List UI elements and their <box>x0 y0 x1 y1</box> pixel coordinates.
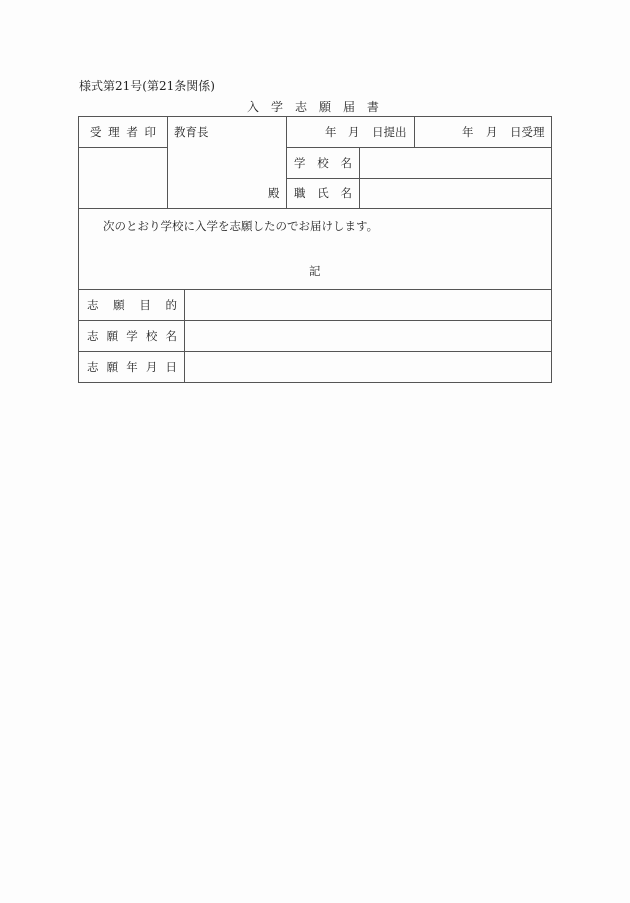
record-mark: 記 <box>309 264 321 278</box>
school-name-label: 学 校 名 <box>294 156 352 170</box>
submitted-date-field[interactable] <box>287 117 414 147</box>
official-name-field[interactable] <box>366 186 546 202</box>
title-char: 書 <box>366 100 379 114</box>
divider <box>78 289 552 290</box>
receiver-seal-box[interactable] <box>79 148 167 208</box>
title-char: 願 <box>318 100 331 114</box>
divider <box>167 116 168 209</box>
application-date-label: 志 願 年 月 日 <box>87 360 177 374</box>
day-submitted-label: 日提出 <box>372 125 407 139</box>
title-char: 学 <box>270 100 283 114</box>
application-date-field[interactable] <box>192 360 546 376</box>
table-border-right <box>551 116 552 383</box>
year-label: 年 <box>462 125 474 139</box>
honorific-label: 殿 <box>268 186 280 200</box>
official-name-label: 職 氏 名 <box>294 186 352 200</box>
month-label: 月 <box>348 125 360 139</box>
month-label: 月 <box>486 125 498 139</box>
addressee-label: 教育長 <box>174 125 209 139</box>
document-title <box>247 100 379 114</box>
purpose-label: 志 願 目 的 <box>87 298 177 312</box>
divider <box>78 208 552 209</box>
divider <box>78 351 552 352</box>
divider <box>286 178 552 179</box>
year-label: 年 <box>325 125 337 139</box>
applied-school-label: 志 願 学 校 名 <box>87 329 177 343</box>
divider <box>184 289 185 383</box>
title-char: 届 <box>342 100 355 114</box>
divider <box>78 320 552 321</box>
school-name-field[interactable] <box>366 156 546 172</box>
divider <box>286 147 552 148</box>
body-text: 次のとおり学校に入学を志願したのでお届けします。 <box>103 219 379 233</box>
form-number-label: 様式第21号(第21条関係) <box>79 79 215 93</box>
received-date-field[interactable] <box>415 117 551 147</box>
title-char: 入 <box>247 100 260 114</box>
day-received-label: 日受理 <box>510 125 545 139</box>
applied-school-field[interactable] <box>192 329 546 345</box>
purpose-field[interactable] <box>192 298 546 314</box>
title-char: 志 <box>294 100 307 114</box>
receiver-seal-label: 受 理 者 印 <box>90 125 156 139</box>
divider <box>359 147 360 209</box>
table-border-bottom <box>78 382 552 383</box>
